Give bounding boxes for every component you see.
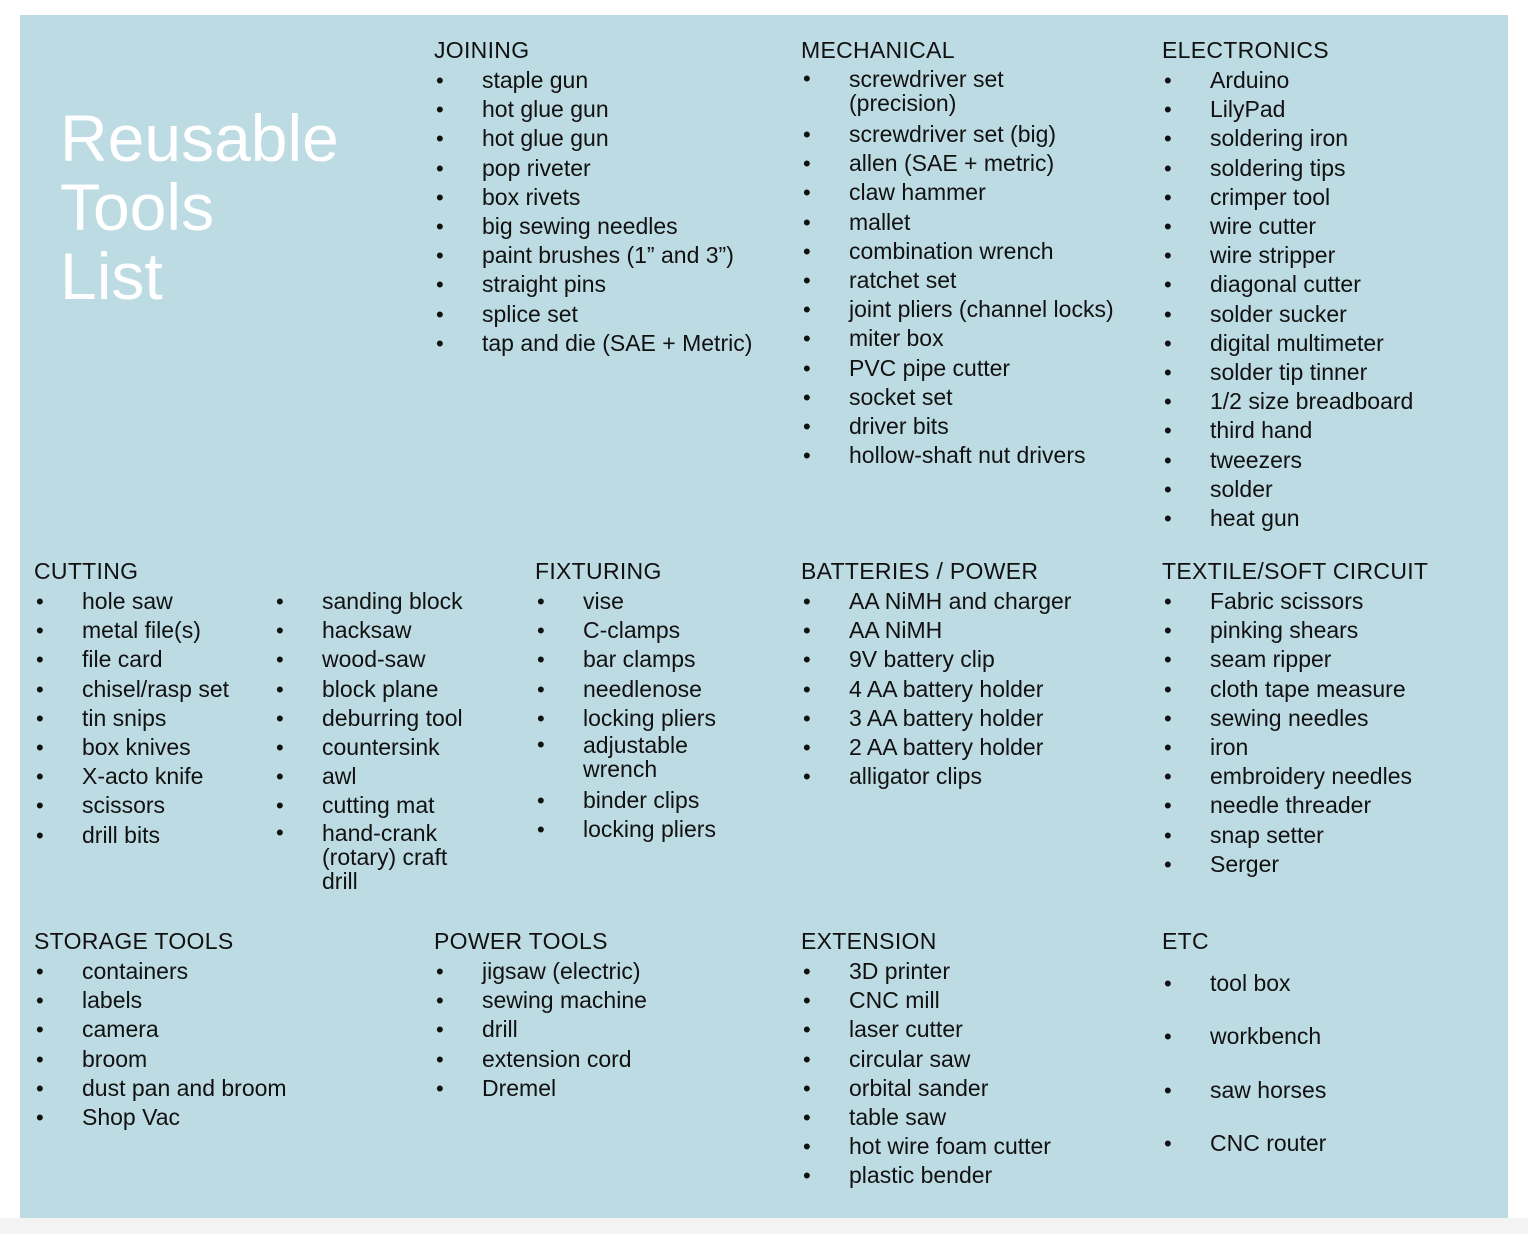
list-item: • screwdriver set (big) [801,120,1146,149]
section-heading: ELECTRONICS [1162,37,1329,63]
list-item: • plastic bender [801,1161,1146,1190]
list-item: • solder tip tinner [1162,358,1492,387]
list-item: • solder [1162,475,1492,504]
list-item: • soldering tips [1162,154,1492,183]
page-title [60,101,339,313]
section-electronics [1162,37,1492,533]
section-cutting [34,558,264,850]
list-item: • cloth tape measure [1162,675,1492,704]
list-item: • seam ripper [1162,645,1492,674]
list-item: • scissors [34,791,264,820]
list-item: • laser cutter [801,1015,1146,1044]
list-item: • miter box [801,324,1146,353]
list-item: • 1/2 size breadboard [1162,387,1492,416]
title-line: Tools [60,170,215,244]
list-item: • screwdriver set (precision) [801,67,1034,115]
mechanical-list [801,67,1146,470]
list-item: • CNC mill [801,986,1146,1015]
section-fixturing [535,558,785,844]
list-item: • big sewing needles [434,212,784,241]
list-item: • combination wrench [801,237,1146,266]
section-extension [801,928,1146,1191]
list-item: • AA NiMH and charger [801,587,1146,616]
list-item: • embroidery needles [1162,762,1492,791]
section-power-tools [434,928,784,1103]
section-storage-tools [34,928,414,1132]
list-item: • box rivets [434,183,784,212]
list-item: • paint brushes (1” and 3”) [434,241,784,270]
section-heading: STORAGE TOOLS [34,928,234,954]
list-item: • sewing machine [434,986,784,1015]
list-item: • hot glue gun [434,124,784,153]
list-item: • sewing needles [1162,704,1492,733]
list-item: • pinking shears [1162,616,1492,645]
section-etc [1162,928,1492,1171]
section-textile-soft-circuit [1162,558,1492,879]
list-item: • 2 AA battery holder [801,733,1146,762]
list-item: • socket set [801,383,1146,412]
list-item: • third hand [1162,416,1492,445]
list-item: • locking pliers [535,704,785,733]
fixturing-list [535,587,785,844]
section-heading: MECHANICAL [801,37,955,63]
list-item: • binder clips [535,786,785,815]
list-item: • cutting mat [274,791,504,820]
list-item: • tap and die (SAE + Metric) [434,329,784,358]
list-item: • countersink [274,733,504,762]
list-item: • snap setter [1162,821,1492,850]
list-item: • box knives [34,733,264,762]
list-item: • hand-crank (rotary) craft drill [274,821,482,893]
list-item: • mallet [801,208,1146,237]
list-item: • hot glue gun [434,95,784,124]
list-item: • soldering iron [1162,124,1492,153]
list-item: • vise [535,587,785,616]
list-item: • tweezers [1162,446,1492,475]
section-heading: CUTTING [34,558,139,584]
batteries-list [801,587,1146,791]
list-item: • C-clamps [535,616,785,645]
list-item: • 9V battery clip [801,645,1146,674]
list-item: • extension cord [434,1045,784,1074]
list-item: • wire cutter [1162,212,1492,241]
extension-list [801,957,1146,1191]
list-item: • broom [34,1045,414,1074]
list-item: • CNC router [1162,1117,1492,1170]
list-item: • solder sucker [1162,300,1492,329]
list-item: • camera [34,1015,414,1044]
list-item: • metal file(s) [34,616,264,645]
list-item: • joint pliers (channel locks) [801,295,1146,324]
list-item: • tool box [1162,957,1492,1010]
list-item: • workbench [1162,1010,1492,1063]
list-item: • block plane [274,675,504,704]
list-item: • ratchet set [801,266,1146,295]
list-item: • wood-saw [274,645,504,674]
list-item: • saw horses [1162,1064,1492,1117]
list-item: • digital multimeter [1162,329,1492,358]
section-cutting-col2 [274,585,504,898]
list-item: • labels [34,986,414,1015]
cutting-list-col1 [34,587,264,850]
section-heading: POWER TOOLS [434,928,608,954]
list-item: • sanding block [274,587,504,616]
list-item: • bar clamps [535,645,785,674]
list-item: • staple gun [434,66,784,95]
list-item: • 3 AA battery holder [801,704,1146,733]
title-line: List [60,239,163,313]
etc-list [1162,957,1492,1171]
list-item: • PVC pipe cutter [801,354,1146,383]
list-item: • allen (SAE + metric) [801,149,1146,178]
section-heading: EXTENSION [801,928,937,954]
list-item: • hole saw [34,587,264,616]
list-item: • wire stripper [1162,241,1492,270]
list-item: • jigsaw (electric) [434,957,784,986]
electronics-list [1162,66,1492,533]
list-item: • containers [34,957,414,986]
list-item: • crimper tool [1162,183,1492,212]
list-item: • diagonal cutter [1162,270,1492,299]
list-item: • hacksaw [274,616,504,645]
list-item: • tin snips [34,704,264,733]
title-line: Reusable [60,101,339,175]
list-item: • chisel/rasp set [34,675,264,704]
list-item: • 3D printer [801,957,1146,986]
list-item: • adjustable wrench [535,733,723,781]
section-heading: TEXTILE/SOFT CIRCUIT [1162,558,1429,584]
list-item: • alligator clips [801,762,1146,791]
list-item: • 4 AA battery holder [801,675,1146,704]
list-item: • orbital sander [801,1074,1146,1103]
list-item: • table saw [801,1103,1146,1132]
list-item: • Fabric scissors [1162,587,1492,616]
list-item: • hot wire foam cutter [801,1132,1146,1161]
list-item: • dust pan and broom [34,1074,414,1103]
list-item: • Serger [1162,850,1492,879]
list-item: • driver bits [801,412,1146,441]
list-item: • AA NiMH [801,616,1146,645]
list-item: • Arduino [1162,66,1492,95]
section-heading: BATTERIES / POWER [801,558,1039,584]
list-item: • pop riveter [434,154,784,183]
joining-list [434,66,784,358]
list-item: • Shop Vac [34,1103,414,1132]
list-item: • file card [34,645,264,674]
section-heading: ETC [1162,928,1209,954]
list-item: • claw hammer [801,178,1146,207]
section-batteries-power [801,558,1146,791]
textile-list [1162,587,1492,879]
list-item: • deburring tool [274,704,504,733]
section-joining [434,37,784,358]
section-heading: FIXTURING [535,558,662,584]
section-heading: JOINING [434,37,530,63]
list-item: • drill [434,1015,784,1044]
list-item: • Dremel [434,1074,784,1103]
list-item: • locking pliers [535,815,785,844]
list-item: • heat gun [1162,504,1492,533]
power-tools-list [434,957,784,1103]
cutting-list-col2 [274,587,504,893]
list-item: • needle threader [1162,791,1492,820]
list-item: • awl [274,762,504,791]
storage-list [34,957,414,1132]
list-item: • drill bits [34,821,264,850]
page-bottom-strip [0,1218,1528,1234]
list-item: • needlenose [535,675,785,704]
list-item: • iron [1162,733,1492,762]
list-item: • X-acto knife [34,762,264,791]
list-item: • splice set [434,300,784,329]
list-item: • hollow-shaft nut drivers [801,441,1146,470]
list-item: • LilyPad [1162,95,1492,124]
list-item: • circular saw [801,1045,1146,1074]
section-mechanical [801,37,1146,470]
list-item: • straight pins [434,270,784,299]
